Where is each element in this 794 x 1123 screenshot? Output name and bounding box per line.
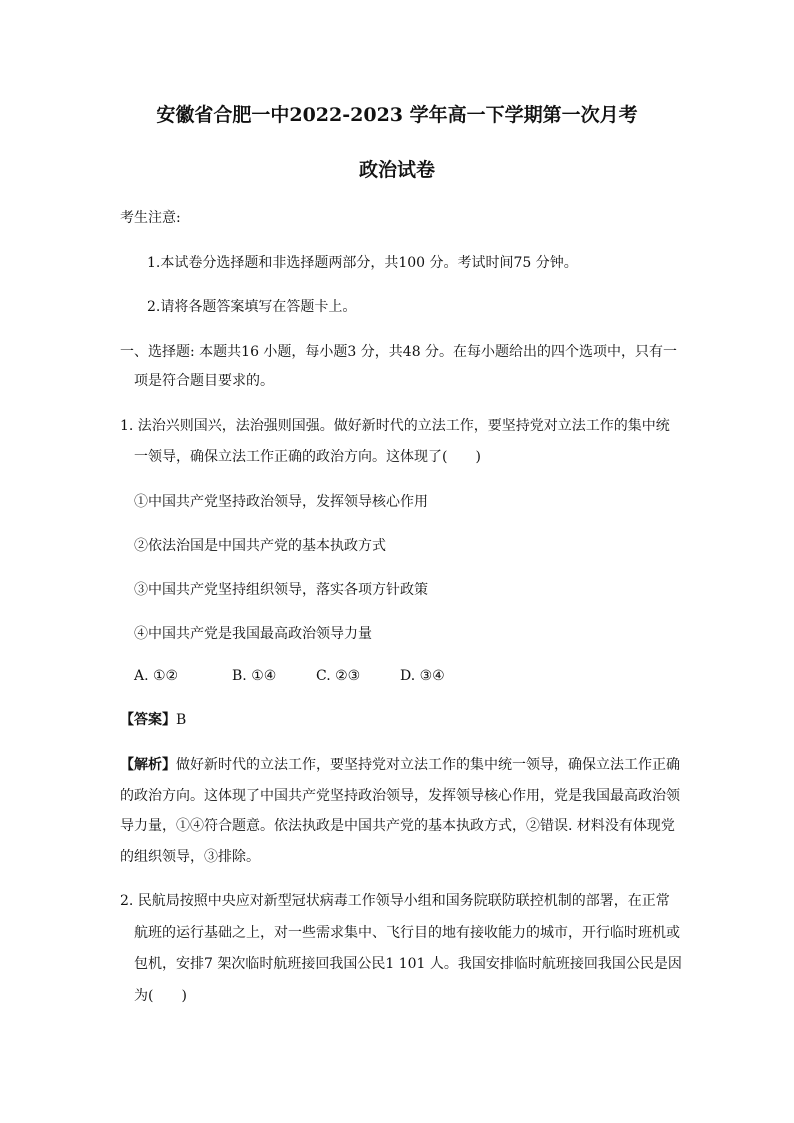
notice-heading: 考生注意: (120, 210, 181, 226)
question-2-stem-line-3: 包机，安排7 架次临时航班接回我国公民1 101 人。我国安排临时航班接回我国公民是因 (134, 956, 682, 972)
question-2-stem-line-2: 航班的运行基础之上，对一些需求集中、飞行目的地有接收能力的城市，开行临时班机或 (134, 925, 680, 941)
question-2-stem-line-1: 2. 民航局按照中央应对新型冠状病毒工作领导小组和国务院联防联控机制的部署，在正常 (120, 893, 670, 909)
question-1-stem-line-2: 一领导，确保立法工作正确的政治方向。这体现了( ) (134, 449, 481, 465)
question-2-stem-line-4: 为( ) (134, 988, 187, 1004)
question-1-statement-4: ④中国共产党是我国最高政治领导力量 (134, 626, 372, 642)
question-1-option-b: B. ①④ (232, 668, 277, 684)
exam-subtitle: 政治试卷 (358, 159, 435, 181)
answer-label: 【答案】 (120, 712, 176, 728)
analysis-label: 【解析】 (120, 757, 176, 773)
question-1-analysis-line-2: 的政治方向。这体现了中国共产党坚持政治领导，发挥领导核心作用，党是我国最高政治领 (120, 788, 680, 804)
question-1-option-a: A. ①② (134, 668, 179, 684)
section-1-line-1: 一、选择题: 本题共16 小题，每小题3 分，共48 分。在每小题给出的四个选项中，只有一 (120, 344, 678, 360)
question-1-analysis-line-1 (120, 755, 680, 775)
question-1-answer (120, 710, 186, 730)
question-1-option-c: C. ②③ (316, 668, 361, 684)
exam-title: 安徽省合肥一中2022-2023 学年高一下学期第一次月考 (156, 104, 638, 126)
section-1-line-2: 项是符合题目要求的。 (134, 373, 274, 389)
notice-item-2: 2.请将各题答案填写在答题卡上。 (147, 299, 357, 315)
question-1-statement-3: ③中国共产党坚持组织领导，落实各项方针政策 (134, 582, 428, 598)
answer-value: B (176, 712, 187, 728)
question-1-statement-1: ①中国共产党坚持政治领导，发挥领导核心作用 (134, 494, 428, 510)
question-1-option-d: D. ③④ (400, 668, 445, 684)
analysis-text: 做好新时代的立法工作，要坚持党对立法工作的集中统一领导，确保立法工作正确 (176, 757, 680, 773)
notice-item-1: 1.本试卷分选择题和非选择题两部分，共100 分。考试时间75 分钟。 (147, 255, 578, 271)
question-1-analysis-line-3: 导力量，①④符合题意。依法执政是中国共产党的基本执政方式，②错误. 材料没有体现党 (120, 818, 675, 834)
question-1-analysis-line-4: 的组织领导，③排除。 (120, 849, 260, 865)
question-1-stem-line-1: 1. 法治兴则国兴，法治强则国强。做好新时代的立法工作，要坚持党对立法工作的集中统 (120, 418, 670, 434)
question-1-statement-2: ②依法治国是中国共产党的基本执政方式 (134, 538, 386, 554)
